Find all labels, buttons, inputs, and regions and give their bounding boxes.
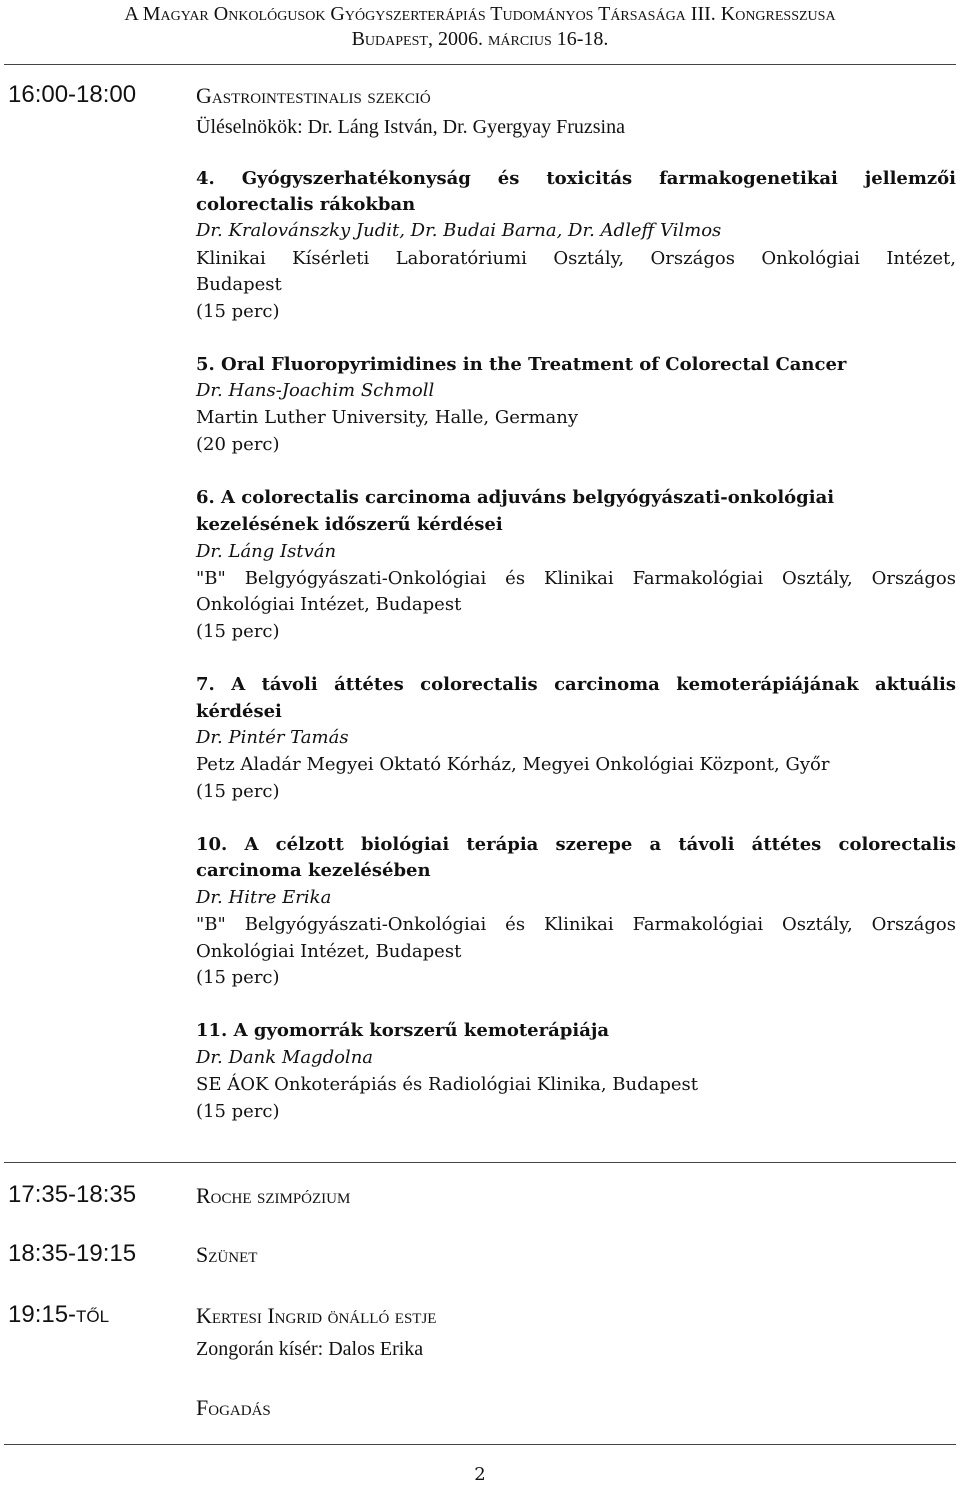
talk-authors: Dr. Hans-Joachim Schmoll: [196, 380, 435, 401]
talk-duration: (15 perc): [196, 781, 280, 802]
talk-affiliation: Onkológiai Intézet, Budapest: [196, 941, 462, 962]
talk-affiliation: "B" Belgyógyászati-Onkológiai és Klinikai Farmakológiai Osztály, Országos: [196, 914, 956, 935]
talk-title-line: carcinoma kezelésében: [196, 860, 431, 881]
session-time: 17:35-18:35: [8, 1181, 137, 1208]
talk-affiliation: Budapest: [196, 274, 282, 295]
talk-affiliation: Klinikai Kísérleti Laboratóriumi Osztály, Országos Onkológiai Intézet,: [196, 248, 956, 269]
talk-authors: Dr. Kralovánszky Judit, Dr. Budai Barna, Dr. Adleff Vilmos: [196, 220, 722, 241]
session-time: 19:15-től: [8, 1301, 110, 1328]
talk-duration: (15 perc): [196, 621, 280, 642]
session-subtitle: Zongorán kísér: Dalos Erika: [196, 1338, 424, 1360]
talk-affiliation: Martin Luther University, Halle, Germany: [196, 407, 579, 428]
header-rule: [4, 64, 956, 65]
session-title: Roche szimpózium: [196, 1183, 351, 1208]
page-number: 2: [474, 1464, 486, 1485]
talk-duration: (15 perc): [196, 1101, 280, 1122]
talk-title-line: kezelésének időszerű kérdései: [196, 514, 503, 535]
session-title: Gastrointestinalis szekció: [196, 83, 431, 108]
talk-authors: Dr. Pintér Tamás: [196, 727, 349, 748]
talk-affiliation: "B" Belgyógyászati-Onkológiai és Klinikai Farmakológiai Osztály, Országos: [196, 568, 956, 589]
talk-authors: Dr. Hitre Erika: [196, 887, 332, 908]
session-time: 16:00-18:00: [8, 81, 137, 108]
talk-title-line: colorectalis rákokban: [196, 194, 416, 215]
talk-affiliation: Onkológiai Intézet, Budapest: [196, 594, 462, 615]
talk-title-line: 10. A célzott biológiai terápia szerepe a távoli áttétes colorectalis: [196, 834, 956, 855]
talk-duration: (15 perc): [196, 967, 280, 988]
talk-affiliation: Petz Aladár Megyei Oktató Kórház, Megyei Onkológiai Központ, Győr: [196, 754, 830, 775]
talk-duration: (20 perc): [196, 434, 280, 455]
session-title: Szünet: [196, 1242, 258, 1267]
session-chairs: Üléselnökök: Dr. Láng István, Dr. Gyergyay Fruzsina: [196, 116, 625, 138]
talk-title-line: 6. A colorectalis carcinoma adjuváns belgyógyászati-onkológiai: [196, 487, 835, 508]
talk-authors: Dr. Láng István: [196, 541, 337, 562]
session-title: Kertesi Ingrid önálló estje: [196, 1303, 437, 1328]
talk-title-line: 5. Oral Fluoropyrimidines in the Treatment of Colorectal Cancer: [196, 354, 847, 375]
talk-title-line: kérdései: [196, 701, 282, 722]
section-rule: [4, 1162, 956, 1163]
talk-authors: Dr. Dank Magdolna: [196, 1047, 374, 1068]
session-time: 18:35-19:15: [8, 1240, 137, 1267]
talk-title-line: 11. A gyomorrák korszerű kemoterápiája: [196, 1020, 610, 1041]
talk-affiliation: SE ÁOK Onkoterápiás és Radiológiai Klinika, Budapest: [196, 1074, 699, 1095]
footer-rule: [4, 1444, 956, 1445]
conference-date: Budapest, 2006. március 16-18.: [351, 28, 609, 50]
talk-title-line: 4. Gyógyszerhatékonyság és toxicitás farmakogenetikai jellemzői: [196, 168, 956, 189]
talk-duration: (15 perc): [196, 301, 280, 322]
conference-title: A Magyar Onkológusok Gyógyszerterápiás Tudományos Társasága III. Kongresszusa: [124, 3, 836, 25]
talk-title-line: 7. A távoli áttétes colorectalis carcinoma kemoterápiájának aktuális: [196, 674, 956, 695]
reception: Fogadás: [196, 1395, 271, 1420]
